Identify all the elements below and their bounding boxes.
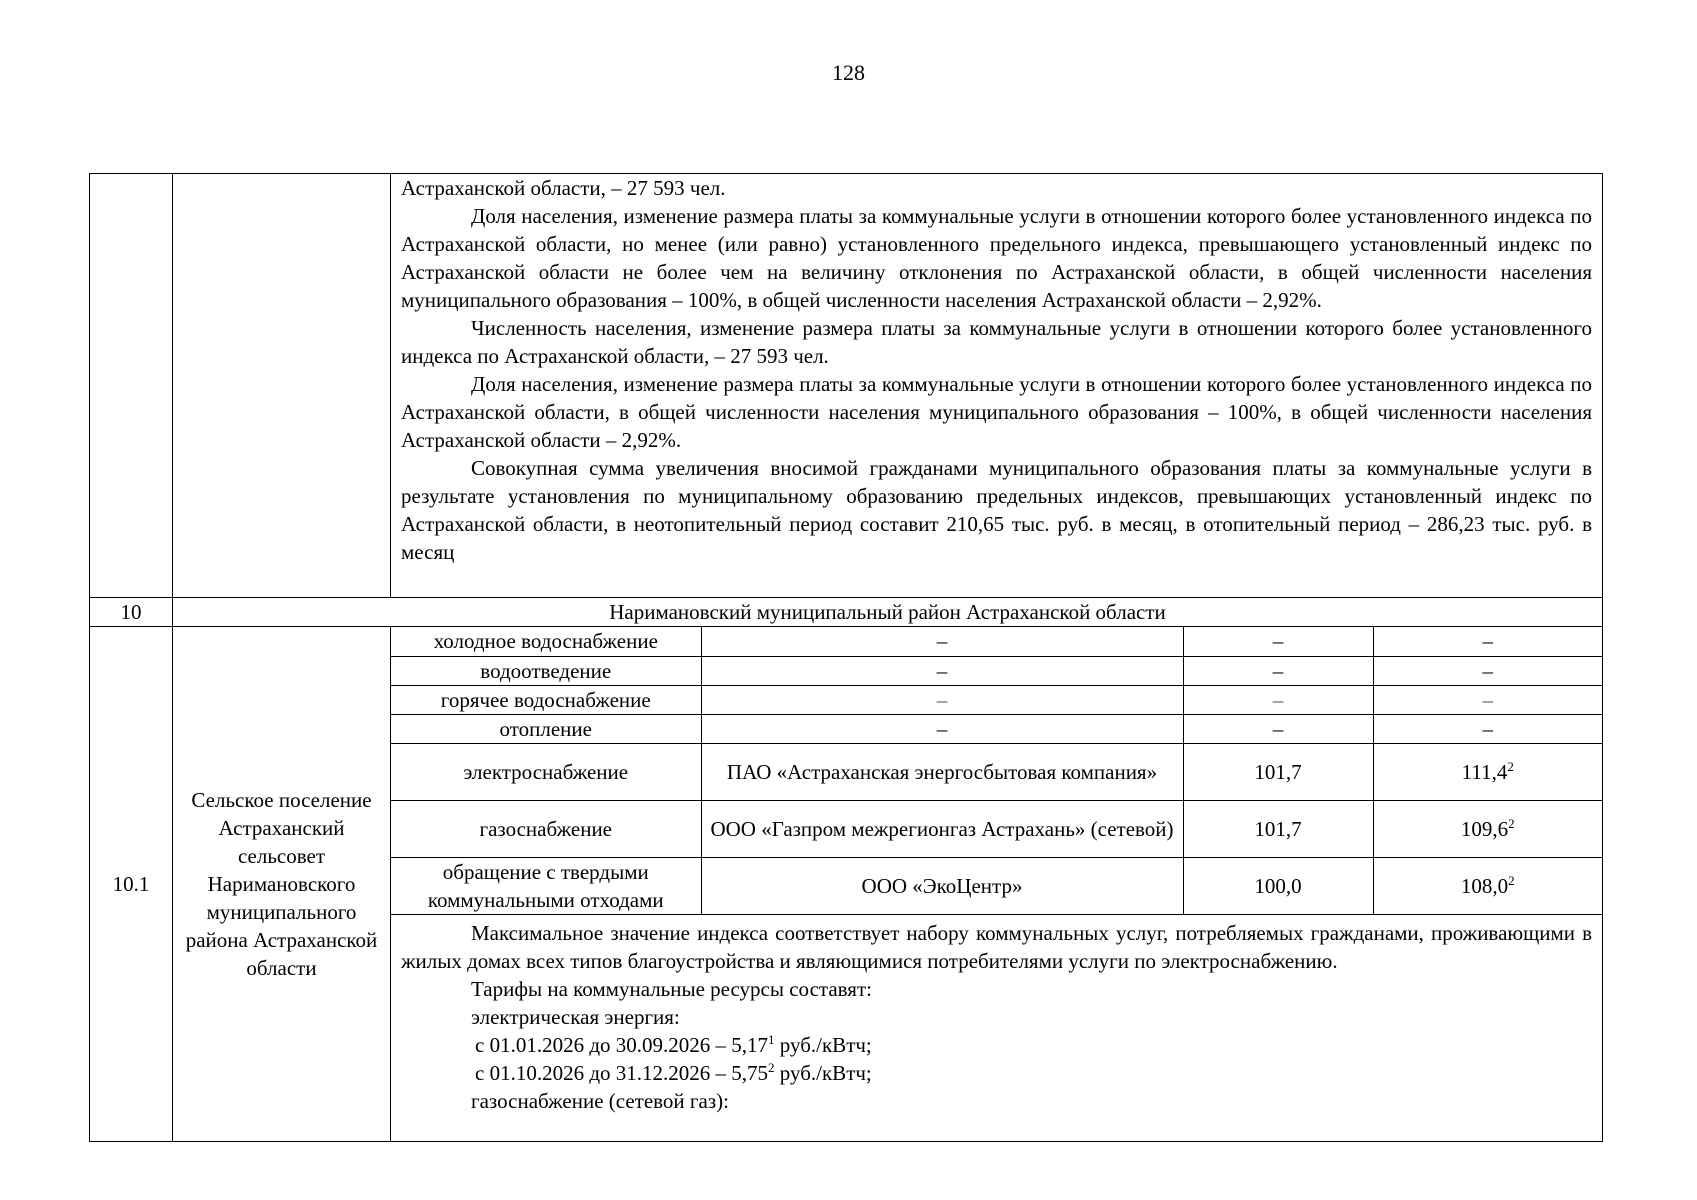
footnote-mark: 1	[768, 1031, 775, 1047]
subsection-number: 10.1	[90, 627, 173, 1142]
service-row	[391, 685, 1602, 714]
continuation-paragraph: Доля населения, изменение размера платы за коммунальные услуги в отношении которого более установленного индекса по Астраханской области, но менее (или равно) установленного предельного индекса, превышающего установленный индекс по Астраханской области не более чем на величину отклонения по Астраханской области, в общей численности населения муниципального образования – 100%, в общей численности населения Астраханской области – 2,92%.	[401, 204, 1592, 312]
service-row	[391, 743, 1602, 800]
service-index: –	[1183, 685, 1373, 714]
services-table	[391, 627, 1602, 915]
service-name: обращение с твердыми коммунальными отходами	[391, 857, 701, 914]
service-row	[391, 656, 1602, 685]
service-index: –	[1183, 627, 1373, 656]
service-index: 100,0	[1183, 857, 1373, 914]
service-index: 101,7	[1183, 743, 1373, 800]
tariff-text: с 01.10.2026 до 31.12.2026 – 5,75	[475, 1060, 769, 1085]
continuation-paragraph: Совокупная сумма увеличения вносимой гражданами муниципального образования платы за коммунальные услуги в результате установления по муниципальному образованию предельных индексов, превышающих установленный индекс по Астраханской области, в неотопительный период составит 210,65 тыс. руб. в месяц, в отопительный период – 286,23 тыс. руб. в месяц	[401, 456, 1592, 564]
section-number: 10	[90, 598, 173, 627]
footnote-mark: 2	[1508, 815, 1515, 831]
tariff-line	[401, 1031, 1592, 1059]
service-index: –	[1183, 656, 1373, 685]
limit-value: 111,4	[1461, 759, 1508, 784]
service-row	[391, 714, 1602, 743]
service-provider: –	[701, 627, 1183, 656]
footnote-mark: 2	[768, 1059, 775, 1075]
document-table	[89, 173, 1603, 1142]
tariff-unit: руб./кВтч;	[774, 1060, 872, 1085]
service-provider: ООО «Газпром межрегионгаз Астрахань» (сетевой)	[701, 800, 1183, 857]
service-name: отопление	[391, 714, 701, 743]
tariff-text: с 01.01.2026 до 30.09.2026 – 5,17	[475, 1032, 769, 1057]
service-index: 101,7	[1183, 800, 1373, 857]
continuation-text-cell	[391, 174, 1603, 598]
section-title: Наримановский муниципальный район Астраханской области	[173, 598, 1603, 627]
notes-block	[391, 915, 1602, 1115]
tariff-unit: руб./кВтч;	[774, 1032, 872, 1057]
footnote-mark: 2	[1507, 758, 1514, 774]
subsection-content-cell	[391, 627, 1603, 1142]
service-name: холодное водоснабжение	[391, 627, 701, 656]
service-provider: ООО «ЭкоЦентр»	[701, 857, 1183, 914]
gas-heading: газоснабжение (сетевой газ):	[471, 1088, 729, 1113]
service-provider: ПАО «Астраханская энергосбытовая компания»	[701, 743, 1183, 800]
service-provider: –	[701, 685, 1183, 714]
subsection-row	[90, 627, 1603, 1142]
service-provider: –	[701, 656, 1183, 685]
continuation-row	[90, 174, 1603, 598]
service-limit	[1373, 800, 1602, 857]
electric-heading: электрическая энергия:	[471, 1004, 680, 1029]
service-name: газоснабжение	[391, 800, 701, 857]
tariffs-heading: Тарифы на коммунальные ресурсы составят:	[471, 976, 872, 1001]
service-name: электроснабжение	[391, 743, 701, 800]
page-number: 128	[832, 60, 865, 85]
service-limit: –	[1373, 627, 1602, 656]
continuation-paragraph: Доля населения, изменение размера платы за коммунальные услуги в отношении которого более установленного индекса по Астраханской области, в общей численности населения муниципального образования – 100%, в общей численности населения Астраханской области – 2,92%.	[401, 372, 1592, 452]
service-limit: –	[1373, 685, 1602, 714]
section-row	[90, 598, 1603, 627]
service-row	[391, 627, 1602, 656]
service-row	[391, 800, 1602, 857]
service-name: горячее водоснабжение	[391, 685, 701, 714]
limit-value: 109,6	[1460, 816, 1509, 841]
service-index: –	[1183, 714, 1373, 743]
service-provider: –	[701, 714, 1183, 743]
service-row	[391, 857, 1602, 914]
service-limit	[1373, 857, 1602, 914]
service-limit	[1373, 743, 1602, 800]
continuation-name-cell	[173, 174, 391, 598]
continuation-paragraph: Численность населения, изменение размера платы за коммунальные услуги в отношении которого более установленного индекса по Астраханской области, – 27 593 чел.	[401, 316, 1592, 368]
tariff-line	[401, 1059, 1592, 1087]
limit-value: 108,0	[1460, 873, 1509, 898]
notes-paragraph: Максимальное значение индекса соответствует набору коммунальных услуг, потребляемых гражданами, проживающими в жилых домах всех типов благоустройства и являющимися потребителями услуги по электроснабжению.	[401, 920, 1592, 973]
continuation-num-cell	[90, 174, 173, 598]
continuation-line: Астраханской области, – 27 593 чел.	[401, 176, 726, 200]
service-name: водоотведение	[391, 656, 701, 685]
footnote-mark: 2	[1508, 872, 1515, 888]
service-limit: –	[1373, 656, 1602, 685]
subsection-name: Сельское поселение Астраханский сельсовет Наримановского муниципального района Астраханской области	[173, 627, 391, 1142]
service-limit: –	[1373, 714, 1602, 743]
